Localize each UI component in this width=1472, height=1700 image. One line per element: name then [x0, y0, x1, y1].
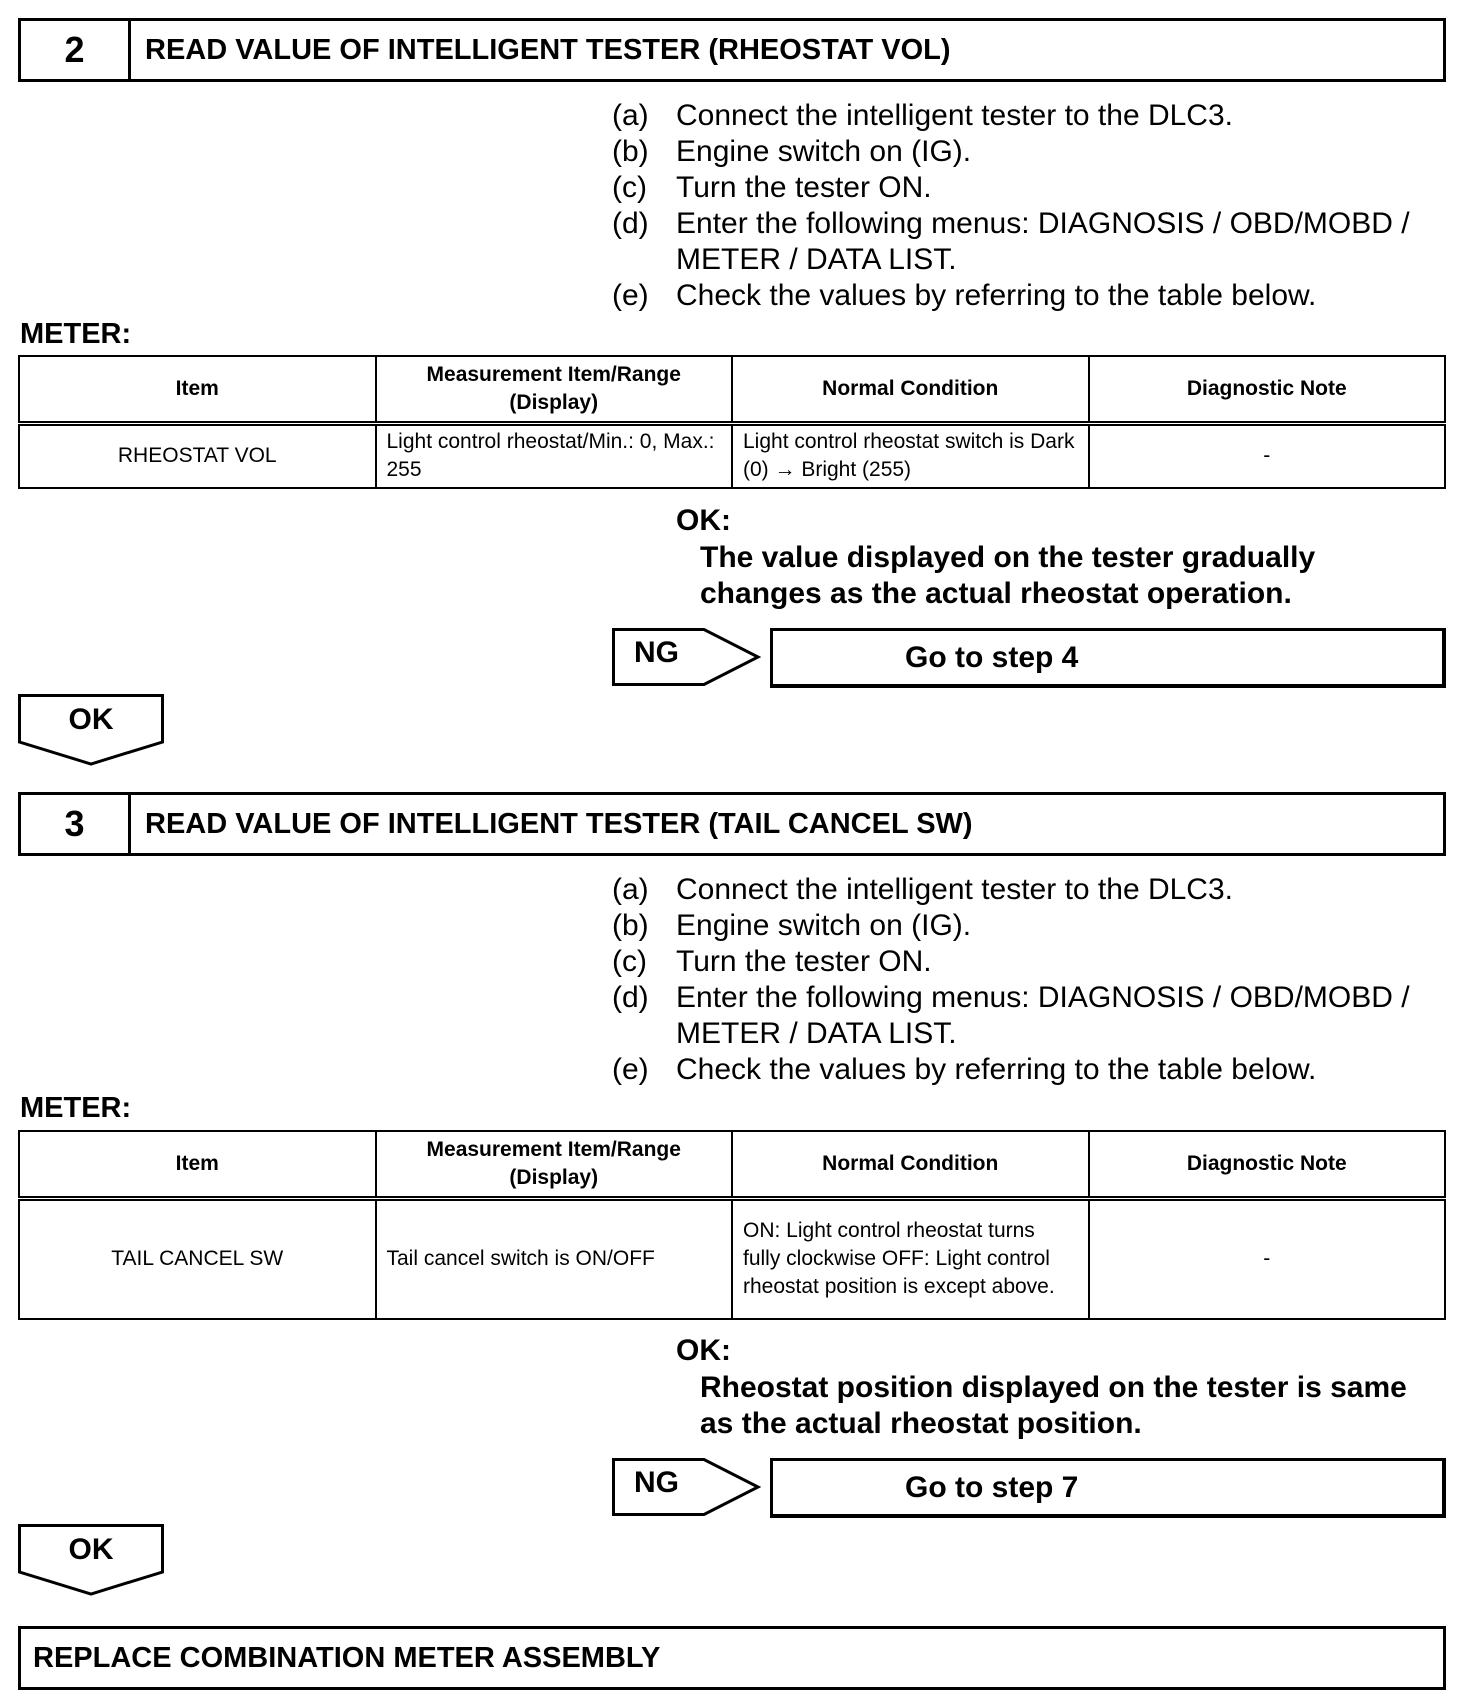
- ok-arrow-label: OK: [68, 703, 114, 736]
- step-number: 2: [21, 21, 131, 79]
- goto-text: Go to step 4: [905, 640, 1079, 674]
- step-2-instructions: [612, 98, 1442, 314]
- ok-down-arrow: [18, 694, 164, 766]
- instruction-key: (a): [612, 873, 649, 906]
- ng-arrow-tag: [612, 628, 762, 686]
- instruction-key: (e): [612, 1053, 649, 1086]
- meter-label: METER:: [20, 318, 132, 350]
- ok-down-arrow: [18, 1524, 164, 1596]
- instruction-key: (e): [612, 279, 649, 312]
- instruction-text: Turn the tester ON.: [676, 945, 932, 978]
- ng-arrow-tag: [612, 1458, 762, 1516]
- ok-label: OK:: [676, 504, 731, 537]
- column-header: Normal Condition: [732, 1131, 1089, 1199]
- instruction-key: (c): [612, 171, 647, 204]
- instruction-key: (a): [612, 99, 649, 132]
- table-row: [19, 424, 1445, 488]
- table-row: [19, 1199, 1445, 1319]
- table-cell: TAIL CANCEL SW: [19, 1199, 376, 1319]
- instruction-item: [612, 134, 1442, 170]
- instruction-item: [612, 170, 1442, 206]
- instruction-text: Connect the intelligent tester to the DLC3.: [676, 873, 1233, 906]
- instruction-text: Enter the following menus: DIAGNOSIS / OBD/MOBD / METER / DATA LIST.: [676, 207, 1410, 276]
- instruction-item: [612, 980, 1442, 1052]
- instruction-item: [612, 98, 1442, 134]
- table-cell: -: [1089, 1199, 1446, 1319]
- instruction-key: (d): [612, 207, 649, 240]
- goto-step-4-box: [770, 628, 1446, 688]
- goto-step-7-box: [770, 1458, 1446, 1518]
- column-header: Normal Condition: [732, 356, 1089, 424]
- instruction-item: [612, 1052, 1442, 1088]
- ok-label: OK:: [676, 1334, 731, 1367]
- column-header: Item: [19, 1131, 376, 1199]
- ok-criteria-text: The value displayed on the tester gradually changes as the actual rheostat operation.: [700, 541, 1316, 610]
- column-header: Item: [19, 356, 376, 424]
- table-cell: Light control rheostat/Min.: 0, Max.: 255: [376, 424, 733, 488]
- step-title: READ VALUE OF INTELLIGENT TESTER (RHEOSTAT VOL): [145, 33, 951, 66]
- instruction-key: (d): [612, 981, 649, 1014]
- ok-criteria-text: Rheostat position displayed on the tester is same as the actual rheostat position.: [700, 1371, 1407, 1440]
- instruction-text: Connect the intelligent tester to the DLC3.: [676, 99, 1233, 132]
- step-2-header: [18, 18, 1446, 82]
- ng-label: NG: [634, 1466, 679, 1499]
- table-cell: Light control rheostat switch is Dark (0) → Bright (255): [732, 424, 1089, 488]
- step-title: READ VALUE OF INTELLIGENT TESTER (TAIL CANCEL SW): [145, 807, 973, 840]
- instruction-item: [612, 278, 1442, 314]
- meter-label: METER:: [20, 1092, 132, 1124]
- instruction-text: Check the values by referring to the table below.: [676, 279, 1317, 312]
- instruction-text: Engine switch on (IG).: [676, 909, 972, 942]
- table-cell: ON: Light control rheostat turns fully clockwise OFF: Light control rheostat position is except above.: [732, 1199, 1089, 1319]
- step-3-header: [18, 792, 1446, 856]
- table-cell: Tail cancel switch is ON/OFF: [376, 1199, 733, 1319]
- instruction-key: (c): [612, 945, 647, 978]
- step-3-instructions: [612, 872, 1442, 1088]
- meter-table: [18, 1130, 1446, 1320]
- instruction-key: (b): [612, 909, 649, 942]
- table-cell: RHEOSTAT VOL: [19, 424, 376, 488]
- column-header: Measurement Item/Range (Display): [376, 356, 733, 424]
- final-action-box: [18, 1626, 1446, 1690]
- instruction-text: Engine switch on (IG).: [676, 135, 972, 168]
- instruction-text: Enter the following menus: DIAGNOSIS / OBD/MOBD / METER / DATA LIST.: [676, 981, 1410, 1050]
- column-header: Diagnostic Note: [1089, 356, 1446, 424]
- column-header: Measurement Item/Range (Display): [376, 1131, 733, 1199]
- instruction-key: (b): [612, 135, 649, 168]
- instruction-text: Turn the tester ON.: [676, 171, 932, 204]
- instruction-item: [612, 872, 1442, 908]
- column-header: Diagnostic Note: [1089, 1131, 1446, 1199]
- instruction-item: [612, 944, 1442, 980]
- meter-table: [18, 355, 1446, 489]
- ok-arrow-label: OK: [68, 1533, 114, 1566]
- table-header-row: [19, 1131, 1445, 1199]
- final-action-text: REPLACE COMBINATION METER ASSEMBLY: [33, 1641, 661, 1674]
- goto-text: Go to step 7: [905, 1470, 1079, 1504]
- table-cell: -: [1089, 424, 1446, 488]
- instruction-item: [612, 908, 1442, 944]
- step-number: 3: [21, 795, 131, 853]
- table-header-row: [19, 356, 1445, 424]
- instruction-item: [612, 206, 1442, 278]
- instruction-text: Check the values by referring to the table below.: [676, 1053, 1317, 1086]
- ng-label: NG: [634, 636, 679, 669]
